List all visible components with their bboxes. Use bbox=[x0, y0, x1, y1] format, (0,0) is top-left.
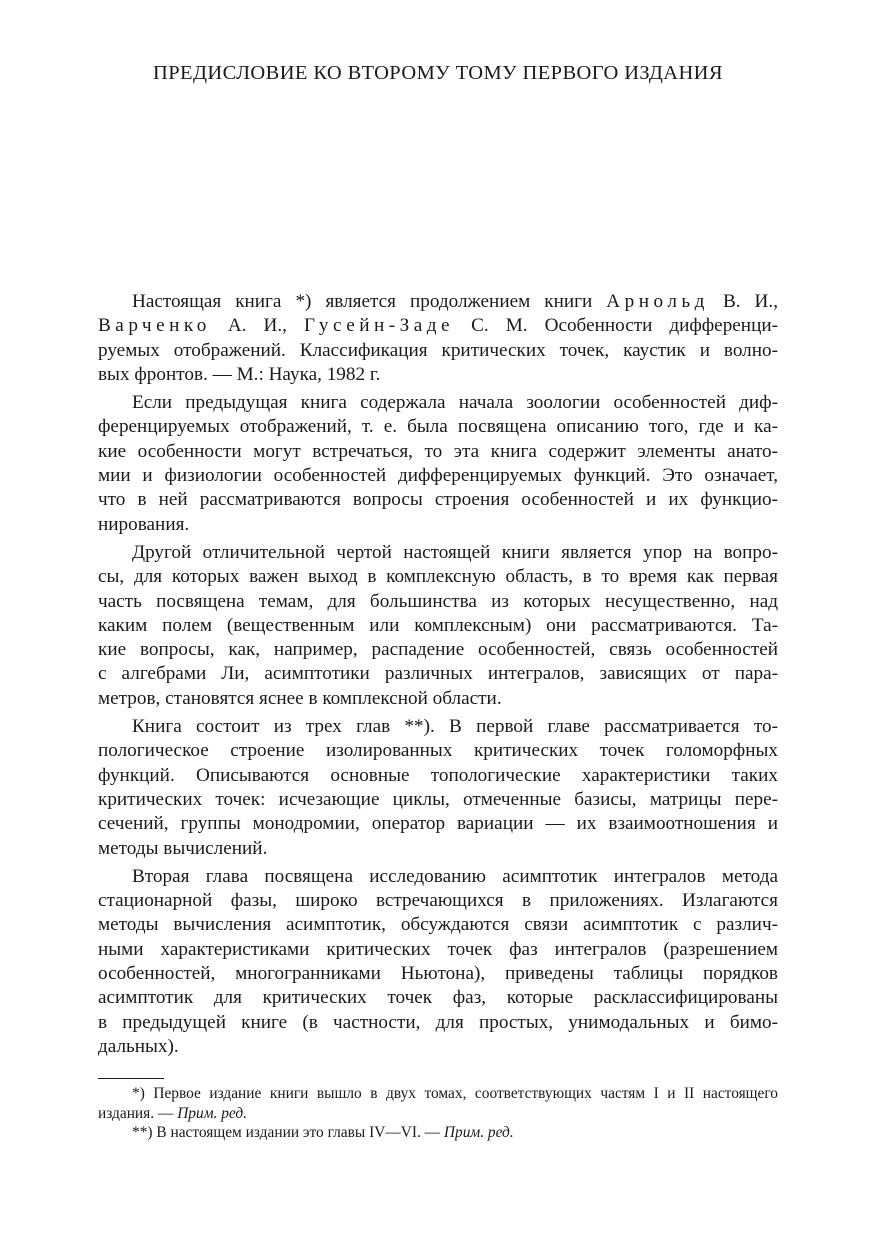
paragraph-2 bbox=[98, 391, 778, 537]
text-line: ными характеристиками критических точек фаз интегралов (разрешением bbox=[98, 938, 778, 960]
paragraph-5 bbox=[98, 865, 778, 1059]
footnote-1-line: издания. — Прим. ред. bbox=[98, 1104, 247, 1122]
page-title: ПРЕДИСЛОВИЕ КО ВТОРОМУ ТОМУ ПЕРВОГО ИЗДАНИЯ bbox=[153, 62, 723, 84]
text-line: в предыдущей книге (в частности, для простых, унимодальных и бимо- bbox=[98, 1011, 778, 1033]
editor-note: Прим. ред. bbox=[443, 1124, 514, 1141]
text-line: Книга состоит из трех глав **). В первой главе рассматривается то- bbox=[132, 716, 778, 738]
text-line: ференцируемых отображений, т. е. была посвящена описанию того, где и ка- bbox=[98, 416, 778, 438]
text-line: особенностей, многогранниками Ньютона), приведены таблицы порядков bbox=[98, 963, 778, 985]
text-line: что в ней рассматриваются вопросы строения особенностей и их функцио- bbox=[98, 489, 778, 511]
text-line: критических точек: исчезающие циклы, отмеченные базисы, матрицы пере- bbox=[98, 788, 778, 810]
main-text bbox=[98, 290, 778, 1059]
author-name: Варченко bbox=[98, 315, 211, 337]
text-line: метров, становятся яснее в комплексной области. bbox=[98, 687, 502, 709]
text-line: сы, для которых важен выход в комплексную область, в то время как первая bbox=[98, 566, 778, 588]
author-name: Гусейн-Заде bbox=[304, 315, 455, 337]
text-line: методы вычислений. bbox=[98, 837, 268, 859]
text-line: Настоящая книга *) является продолжением книги Арнольд В. И., bbox=[132, 291, 778, 312]
text-line: пологическое строение изолированных критических точек голоморфных bbox=[98, 740, 778, 762]
text-line: каким полем (вещественным или комплексным) они рассматриваются. Та- bbox=[98, 614, 778, 636]
text-line: мии и физиологии особенностей дифференцируемых функций. Это означает, bbox=[98, 465, 778, 487]
text-line: сечений, группы монодромии, оператор вариации — их взаимоотношения и bbox=[98, 813, 778, 835]
editor-note: Прим. ред. bbox=[177, 1104, 247, 1122]
text-line: методы вычисления асимптотик, обсуждаются связи асимптотик с различ- bbox=[98, 914, 778, 936]
footnote-2-line: **) В настоящем издании это главы IV—VI. — Прим. ред. bbox=[132, 1124, 514, 1141]
text-line: часть посвящена темам, для большинства из которых несущественно, над bbox=[98, 590, 778, 612]
footnote-1-line: *) Первое издание книги вышло в двух томах, соответствующих частям I и II настоящего bbox=[132, 1085, 778, 1102]
text-line: с алгебрами Ли, асимптотики различных интегралов, зависящих от пара- bbox=[98, 663, 778, 685]
text-line: вых фронтов. — М.: Наука, 1982 г. bbox=[98, 363, 381, 385]
text-line: Другой отличительной чертой настоящей книги является упор на вопро- bbox=[132, 541, 778, 563]
text-line: кие особенности могут встречаться, то эта книга содержит элементы анато- bbox=[98, 440, 778, 462]
text-line: нирования. bbox=[98, 513, 190, 535]
text-line: кие вопросы, как, например, распадение особенностей, связь особенностей bbox=[98, 639, 778, 661]
footnote-rule bbox=[98, 1078, 164, 1079]
text-line: асимптотик для критических точек фаз, которые расклассифицированы bbox=[98, 987, 778, 1009]
paragraph-1 bbox=[98, 290, 778, 387]
paragraph-4 bbox=[98, 715, 778, 861]
text-line: Если предыдущая книга содержала начала зоологии особенностей диф- bbox=[132, 392, 778, 414]
text-line: Варченко А. И., Гусейн-Заде С. М. Особенности дифференци- bbox=[98, 315, 778, 337]
text-line: Вторая глава посвящена исследованию асимптотик интегралов метода bbox=[132, 865, 778, 887]
text-line: стационарной фазы, широко встречающихся в приложениях. Излагаются bbox=[98, 890, 778, 912]
text-line: руемых отображений. Классификация критических точек, каустик и волно- bbox=[98, 339, 778, 361]
footnotes bbox=[98, 1084, 778, 1143]
paragraph-3 bbox=[98, 541, 778, 711]
author-name: Арнольд bbox=[606, 291, 709, 312]
text-line: дальных). bbox=[98, 1035, 179, 1057]
text-line: функций. Описываются основные топологические характеристики таких bbox=[98, 764, 778, 786]
